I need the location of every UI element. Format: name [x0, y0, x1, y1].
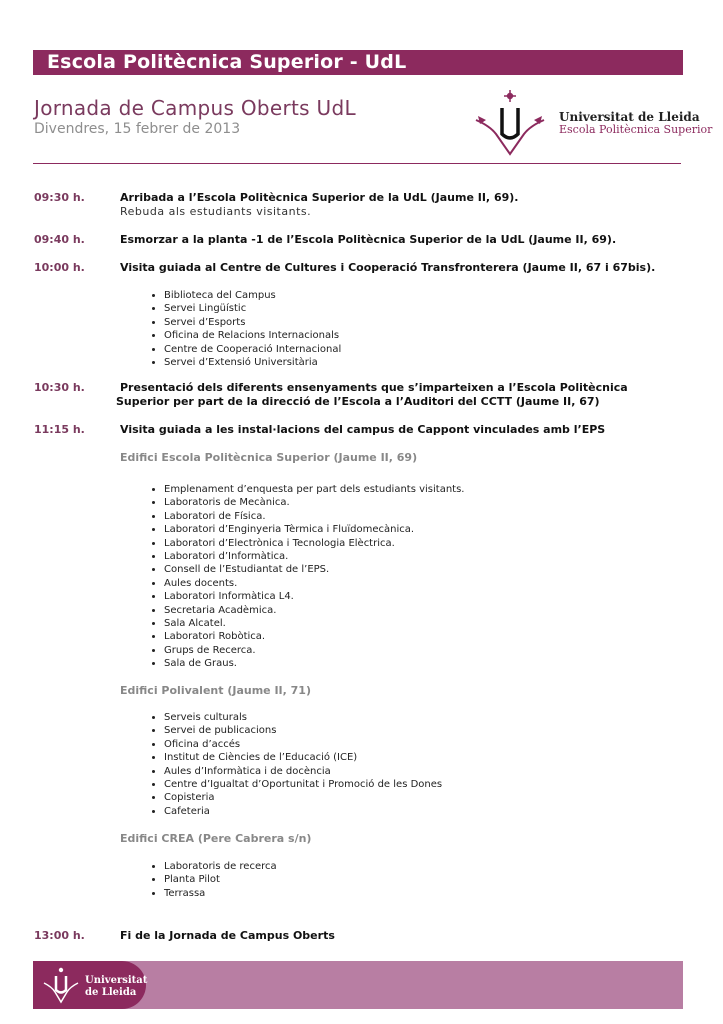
list-item: • Cafeteria — [164, 805, 442, 818]
item-1300-text: Fi de la Jornada de Campus Oberts — [120, 929, 335, 942]
udl-footer-logo-icon — [42, 966, 80, 1004]
time-0940: 09:40 h. — [34, 233, 85, 246]
list-item: • Laboratoris de Mecànica. — [164, 496, 464, 509]
list-item: • Servei d’Esports — [164, 316, 341, 329]
list-item: • Oficina de Relacions Internacionals — [164, 329, 341, 342]
item-1000-text: Visita guiada al Centre de Cultures i Cooperació Transfronterera (Jaume II, 67 i 67bis). — [120, 261, 656, 274]
building-crea-title: Edifici CREA (Pere Cabrera s/n) — [120, 832, 312, 845]
list-item: • Servei Lingüístic — [164, 302, 341, 315]
building-polivalent-title: Edifici Polivalent (Jaume II, 71) — [120, 684, 311, 697]
list-item: • Centre d’Igualtat d’Oportunitat i Promoció de les Dones — [164, 778, 442, 791]
item-1115-text: Visita guiada a les instal·lacions del campus de Cappont vinculades amb l’EPS — [120, 423, 606, 436]
item-1030-text2: Superior per part de la direcció de l’Escola a l’Auditori del CCTT (Jaume II, 67) — [116, 395, 600, 408]
list-item: • Centre de Cooperació Internacional — [164, 343, 341, 356]
time-0930: 09:30 h. — [34, 191, 85, 204]
footer-university: Universitat — [85, 975, 148, 986]
list-1000 — [146, 289, 341, 369]
list-item: • Institut de Ciències de l’Educació (ICE) — [164, 751, 442, 764]
item-0940-text: Esmorzar a la planta -1 de l’Escola Politècnica Superior de la UdL (Jaume II, 69). — [120, 233, 617, 246]
logo-school: Escola Politècnica Superior — [559, 123, 713, 136]
list-item: • Laboratori d’Informàtica. — [164, 550, 464, 563]
list-item: • Copisteria — [164, 791, 442, 804]
list-item: • Servei d’Extensió Universitària — [164, 356, 341, 369]
list-item: • Terrassa — [164, 887, 277, 900]
list-item: • Sala de Graus. — [164, 657, 464, 670]
list-item: • Aules d’Informàtica i de docència — [164, 765, 442, 778]
item-1030-text1: Presentació dels diferents ensenyaments que s’imparteixen a l’Escola Politècnica — [120, 381, 628, 394]
list-polivalent — [146, 711, 442, 818]
list-item: • Laboratoris de recerca — [164, 860, 277, 873]
list-eps — [146, 483, 464, 671]
list-item: • Laboratori d’Electrònica i Tecnologia Elèctrica. — [164, 537, 464, 550]
list-item: • Emplenament d’enquesta per part dels estudiants visitants. — [164, 483, 464, 496]
list-item: • Biblioteca del Campus — [164, 289, 341, 302]
time-1115: 11:15 h. — [34, 423, 85, 436]
time-1030: 10:30 h. — [34, 381, 85, 394]
building-eps-title: Edifici Escola Politècnica Superior (Jaume II, 69) — [120, 451, 418, 464]
footer-city: de Lleida — [85, 987, 137, 998]
list-item: • Consell de l’Estudiantat de l’EPS. — [164, 563, 464, 576]
list-item: • Oficina d’accés — [164, 738, 442, 751]
list-item: • Sala Alcatel. — [164, 617, 464, 630]
list-item: • Laboratori Robòtica. — [164, 630, 464, 643]
list-item: • Planta Pilot — [164, 873, 277, 886]
list-item: • Servei de publicacions — [164, 724, 442, 737]
list-item: • Secretaria Acadèmica. — [164, 604, 464, 617]
list-item: • Aules docents. — [164, 577, 464, 590]
list-item: • Serveis culturals — [164, 711, 442, 724]
event-date: Divendres, 15 febrer de 2013 — [34, 121, 241, 137]
list-crea — [146, 860, 277, 900]
item-0930-detail: Rebuda als estudiants visitants. — [120, 205, 312, 218]
header-title: Escola Politècnica Superior - UdL — [47, 51, 407, 73]
list-item: • Laboratori Informàtica L4. — [164, 590, 464, 603]
header-bar — [33, 50, 683, 75]
list-item: • Grups de Recerca. — [164, 644, 464, 657]
list-item: • Laboratori de Física. — [164, 510, 464, 523]
divider — [33, 163, 681, 164]
page-title: Jornada de Campus Oberts UdL — [34, 96, 356, 120]
time-1000: 10:00 h. — [34, 261, 85, 274]
logo-university: Universitat de Lleida — [559, 110, 700, 124]
item-0930-text: Arribada a l’Escola Politècnica Superior de la UdL (Jaume II, 69). — [120, 191, 519, 204]
list-item: • Laboratori d’Enginyeria Tèrmica i Fluïdomecànica. — [164, 523, 464, 536]
time-1300: 13:00 h. — [34, 929, 85, 942]
